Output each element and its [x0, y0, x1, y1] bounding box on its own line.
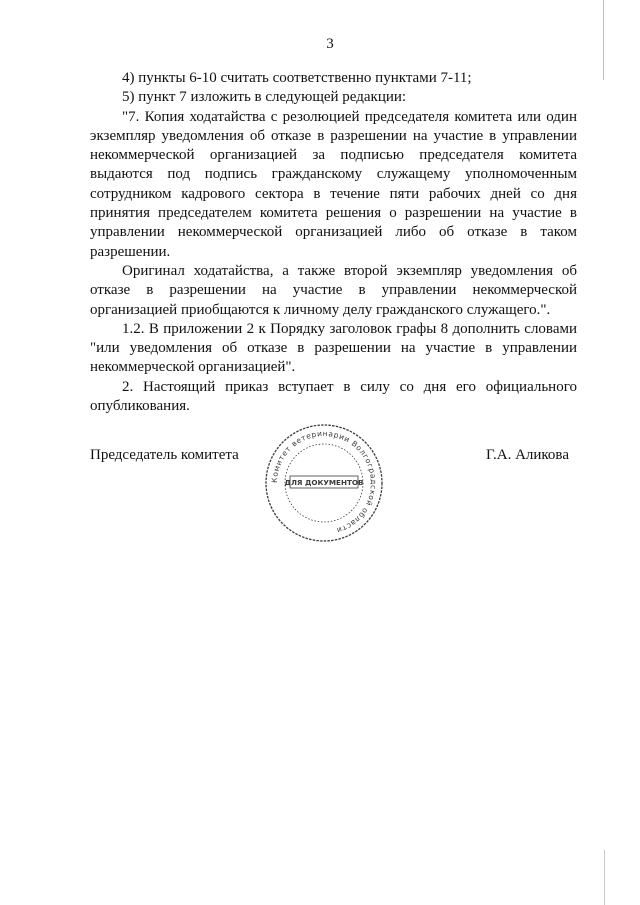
paragraph-original-petition: Оригинал ходатайства, а также второй экземпляр уведомления об отказе в разрешении на участие в управлении некоммерческой организацией приобщаются к личному делу гражданского служащего.".: [90, 262, 577, 318]
document-body: [90, 69, 577, 416]
stamp-ring-text: Комитет ветеринарии Волгоградской области: [269, 428, 379, 536]
paragraph-1-2: 1.2. В приложении 2 к Порядку заголовок графы 8 дополнить словами "или уведомления об отказе в разрешении на участие в управлении некоммерческой организацией".: [90, 320, 577, 376]
paragraph-point-7: "7. Копия ходатайства с резолюцией председателя комитета или один экземпляр уведомления об отказе в разрешении на участие в управлении некоммерческой организацией за подписью председателя комитета выдаются под подпись гражданскому служащему уполномоченным сотрудником кадрового сектора в течение пяти рабочих дней со дня принятия председателем комитета решения о разрешении на участие в управлении некоммерческой организацией либо об отказе в таком разрешении.: [90, 108, 577, 260]
stamp-seal: [244, 420, 404, 546]
paragraph-item-4: 4) пункты 6-10 считать соответственно пунктами 7-11;: [122, 70, 472, 86]
signature-role: Председатель комитета: [90, 447, 239, 463]
signature-name: Г.А. Аликова: [486, 447, 569, 463]
paragraph-item-5: 5) пункт 7 изложить в следующей редакции:: [122, 89, 407, 106]
page-number: 3: [326, 36, 334, 52]
paragraph-2: 2. Настоящий приказ вступает в силу со дня его официального опубликования.: [90, 378, 577, 415]
stamp-center-text: ДЛЯ ДОКУМЕНТОВ: [284, 478, 364, 487]
scan-edge-line: [604, 850, 605, 905]
